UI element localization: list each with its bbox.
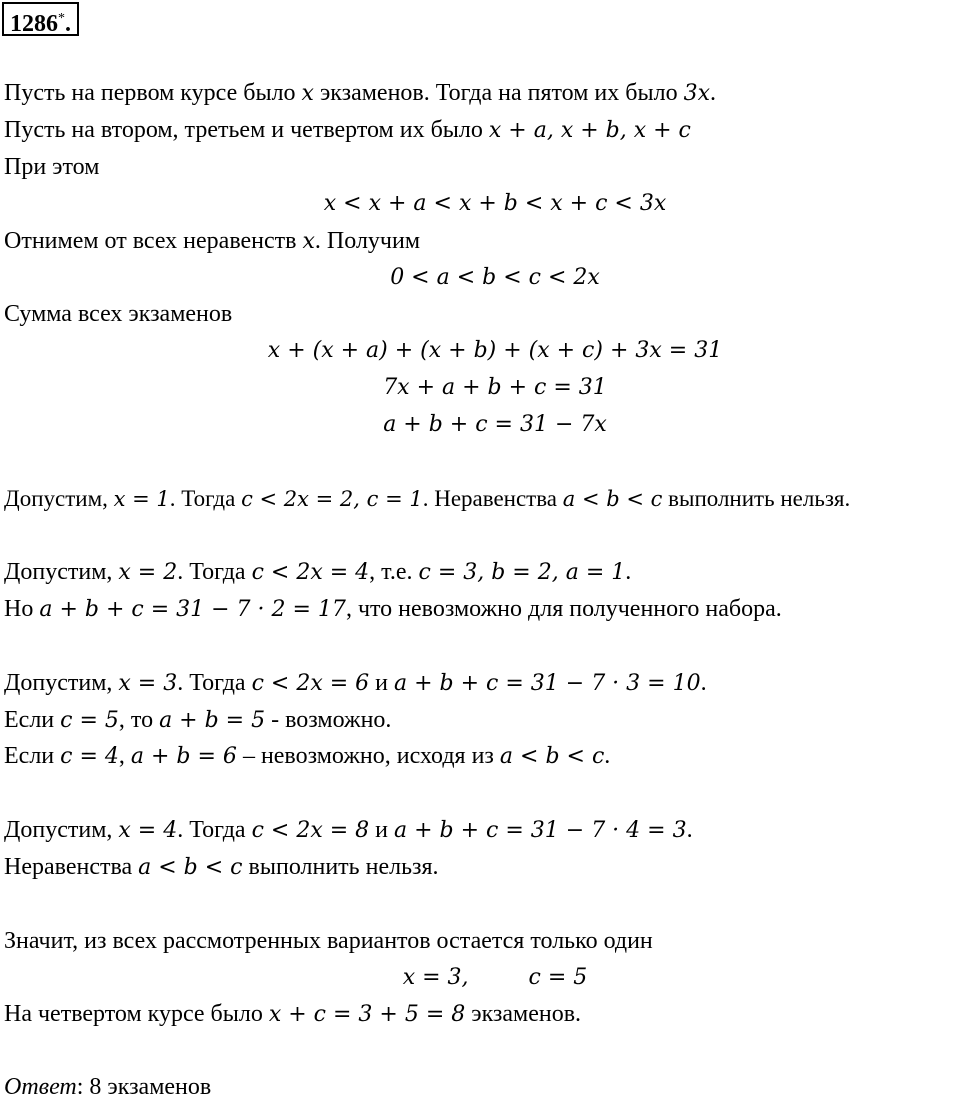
- line-12: [4, 816, 693, 845]
- equation-6: [0, 963, 960, 992]
- text: . Тогда: [177, 670, 252, 696]
- math: c < 2x = 4: [251, 560, 370, 585]
- line-3: [4, 153, 99, 181]
- math: a < b < c: [562, 487, 663, 511]
- math: a + b + c = 31 − 7 · 3 = 10: [394, 671, 701, 696]
- text: Допустим,: [4, 559, 119, 585]
- text: .: [700, 670, 707, 696]
- math: c = 5: [528, 965, 588, 990]
- answer-label: Ответ: [4, 1074, 77, 1100]
- equation-5: [0, 410, 960, 439]
- line-8: [4, 595, 782, 624]
- text: Сумма всех экзаменов: [4, 301, 233, 327]
- problem-number-box: 1286*.: [2, 2, 79, 36]
- math: c = 4: [60, 744, 119, 769]
- line-7: [4, 558, 631, 587]
- line-5: [4, 300, 232, 328]
- math: 0 < a < b < c < 2x: [390, 265, 600, 290]
- line-14: [4, 927, 653, 955]
- math: x = 1: [113, 487, 170, 511]
- text: . Тогда: [177, 559, 252, 585]
- line-6: [4, 485, 850, 513]
- text: . Тогда: [177, 817, 252, 843]
- text: - возможно.: [265, 707, 392, 733]
- text: .: [709, 80, 716, 106]
- math: a + b = 6: [130, 744, 237, 769]
- equation-1: [0, 189, 960, 218]
- text: . Тогда: [169, 486, 242, 511]
- text: ,: [118, 743, 131, 769]
- math: x + a, x + b, x + c: [488, 118, 691, 143]
- line-15: [4, 1000, 581, 1029]
- math: 7x + a + b + c = 31: [383, 375, 607, 400]
- text: и: [369, 670, 394, 696]
- text: При этом: [4, 154, 100, 180]
- text: , т.е.: [369, 559, 419, 585]
- math: x = 2: [118, 560, 178, 585]
- text: и: [369, 817, 394, 843]
- text: Допустим,: [4, 670, 119, 696]
- text: , что невозможно для полученного набора.: [345, 596, 782, 622]
- text: Если: [4, 743, 61, 769]
- math: c = 5: [60, 708, 119, 733]
- text: .: [604, 743, 611, 769]
- math: x = 4: [118, 818, 178, 843]
- math: x: [301, 81, 314, 106]
- line-1: [4, 79, 716, 108]
- math: x = 3: [118, 671, 178, 696]
- math: c < 2x = 2, c = 1: [241, 487, 423, 511]
- answer-line: [4, 1073, 211, 1101]
- line-11: [4, 742, 610, 771]
- equation-2: [0, 263, 960, 292]
- star-mark: *: [58, 11, 65, 26]
- problem-number: 1286: [10, 11, 58, 37]
- line-10: [4, 706, 391, 735]
- line-9: [4, 669, 707, 698]
- text: Пусть на втором, третьем и четвертом их было: [4, 117, 489, 143]
- math: a + b + c = 31 − 7 · 4 = 3: [394, 818, 687, 843]
- math: a < b < c: [138, 855, 243, 880]
- text: выполнить нельзя.: [242, 854, 439, 880]
- math: a + b + c = 31 − 7x: [383, 412, 607, 437]
- math: x < x + a < x + b < x + c < 3x: [323, 191, 667, 216]
- math: a < b < c: [499, 744, 605, 769]
- text: Отнимем от всех неравенств: [4, 228, 303, 254]
- text: Но: [4, 596, 40, 622]
- text: , то: [118, 707, 160, 733]
- answer-text: : 8 экзаменов: [76, 1074, 212, 1100]
- text: Значит, из всех рассмотренных вариантов остается только один: [4, 928, 653, 954]
- text: Неравенства: [4, 854, 139, 880]
- text: . Неравенства: [422, 486, 563, 511]
- math: x: [302, 229, 315, 254]
- text: экзаменов. Тогда на пятом их было: [313, 80, 684, 106]
- math: c = 3, b = 2, a = 1: [418, 560, 626, 585]
- text: экзаменов.: [465, 1001, 582, 1027]
- math: a + b = 5: [159, 708, 266, 733]
- line-4: [4, 227, 420, 256]
- text: Пусть на первом курсе было: [4, 80, 302, 106]
- line-2: [4, 116, 691, 145]
- math: c < 2x = 6: [251, 671, 370, 696]
- math: x + (x + a) + (x + b) + (x + c) + 3x = 31: [267, 338, 723, 363]
- text: . Получим: [314, 228, 421, 254]
- text: выполнить нельзя.: [662, 486, 851, 511]
- math: x + c = 3 + 5 = 8: [268, 1002, 466, 1027]
- math: 3x: [683, 81, 710, 106]
- math: c < 2x = 8: [251, 818, 370, 843]
- text: .: [625, 559, 632, 585]
- text: Допустим,: [4, 486, 114, 511]
- math: a + b + c = 31 − 7 · 2 = 17: [39, 597, 346, 622]
- text: Допустим,: [4, 817, 119, 843]
- text: .: [686, 817, 693, 843]
- text: – невозможно, исходя из: [236, 743, 500, 769]
- equation-3: [0, 336, 960, 365]
- text: На четвертом курсе было: [4, 1001, 269, 1027]
- math: x = 3,: [402, 965, 469, 990]
- line-13: [4, 853, 439, 882]
- text: Если: [4, 707, 61, 733]
- equation-4: [0, 373, 960, 402]
